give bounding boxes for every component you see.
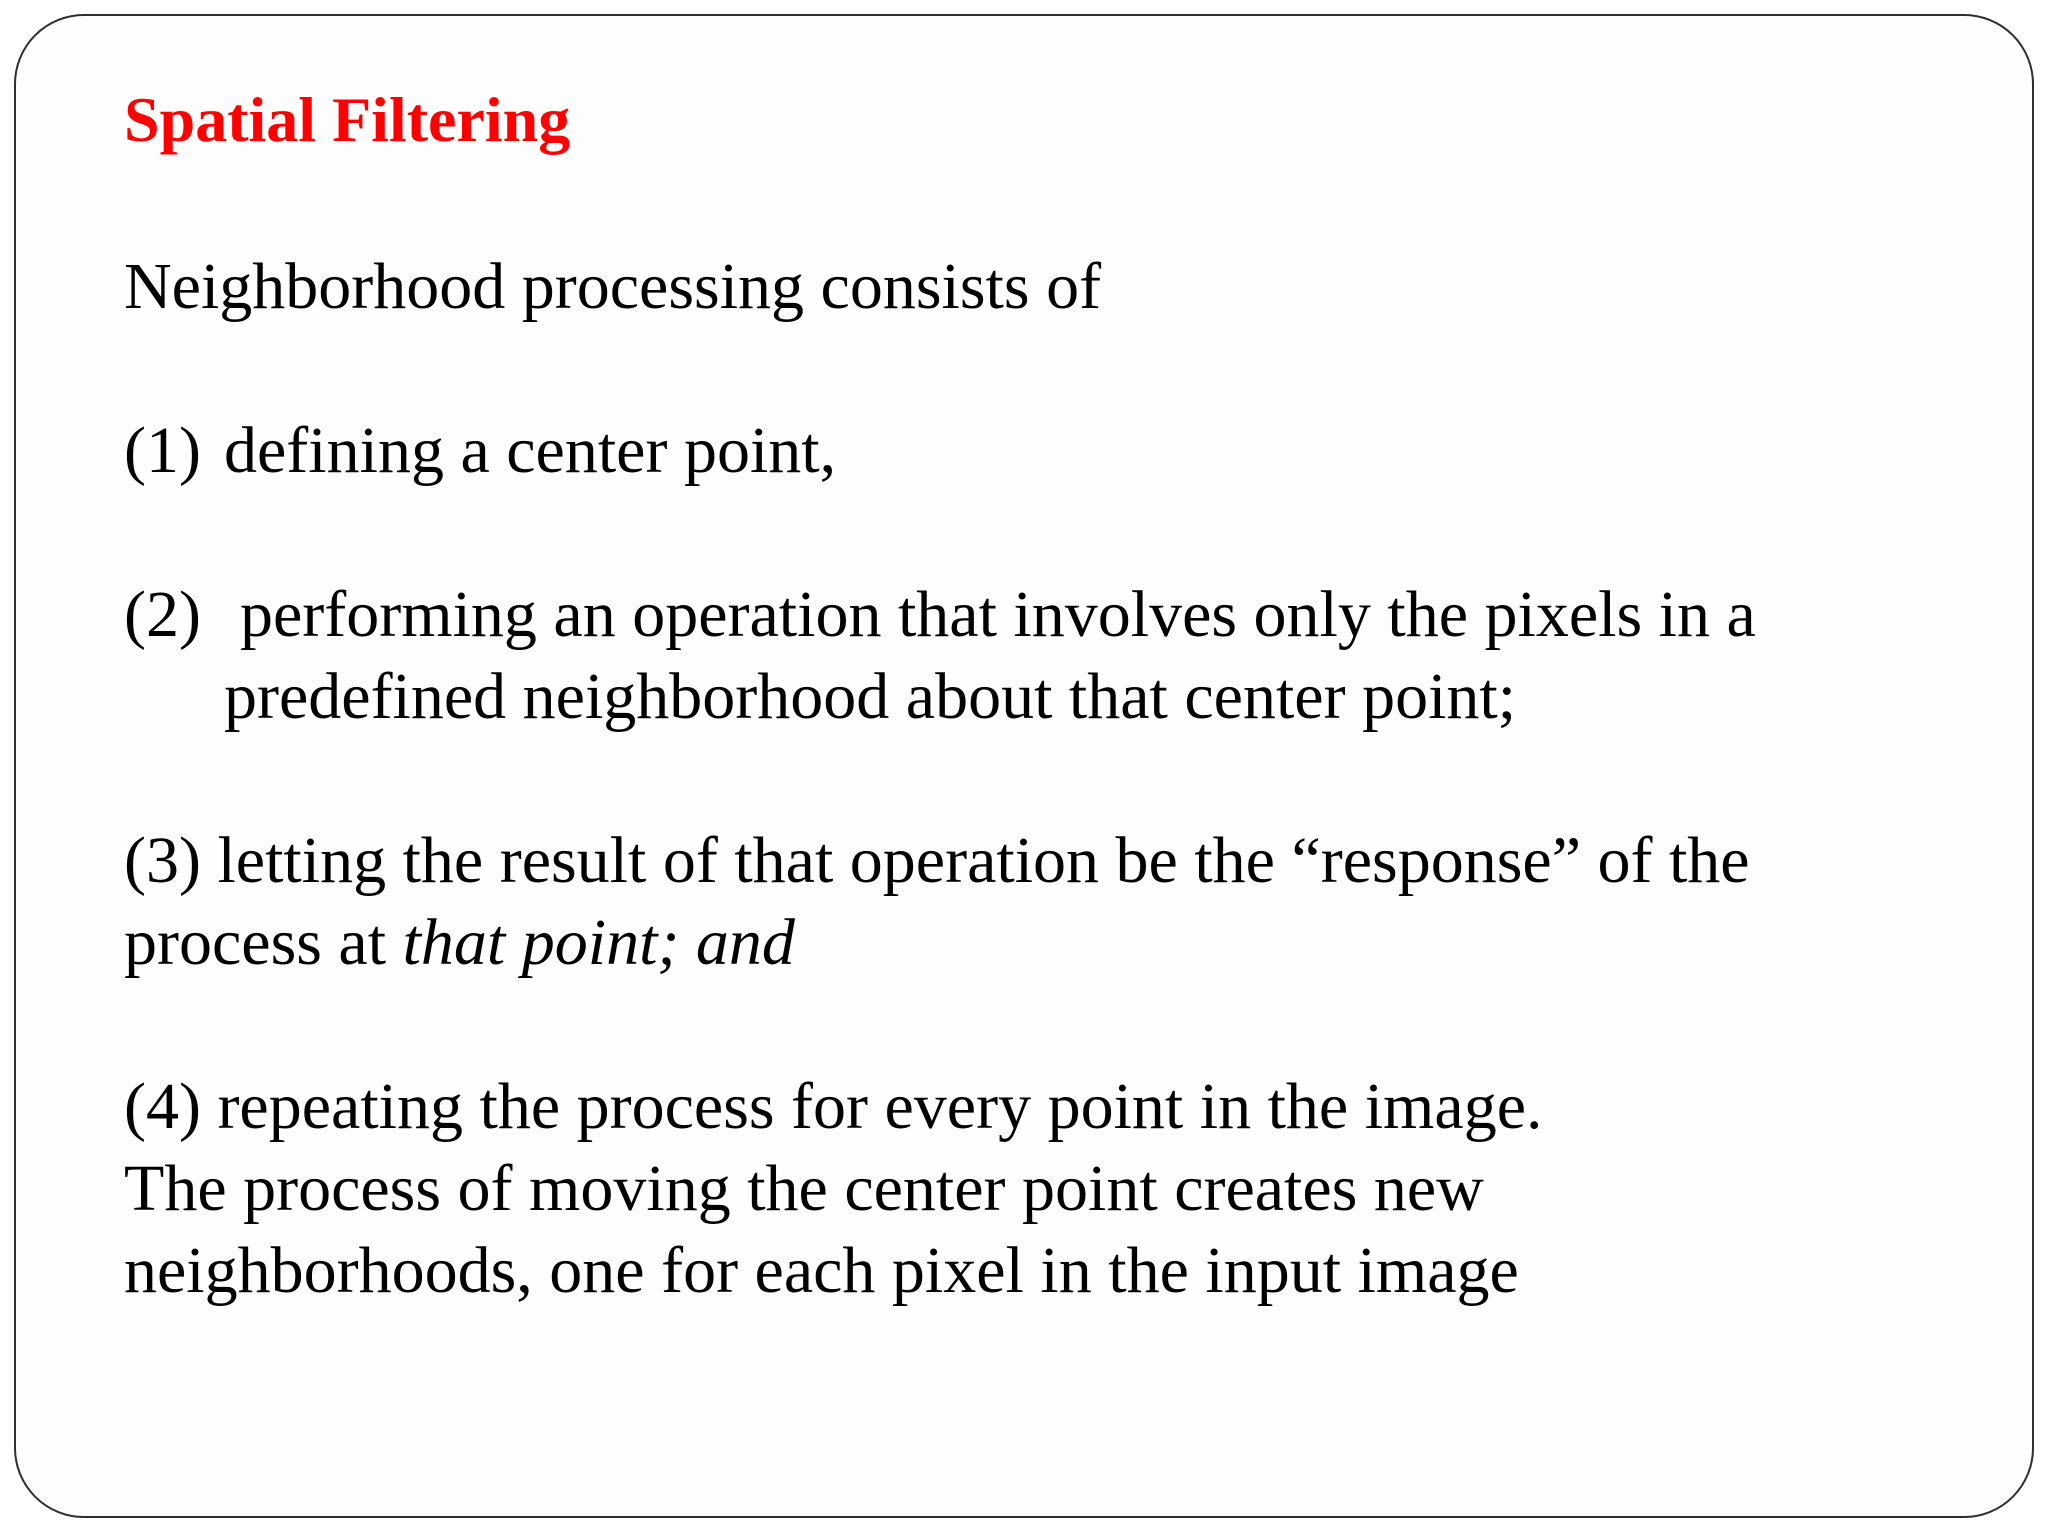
list-item-2-text-line2: predefined neighborhood about that center point;: [224, 660, 1517, 733]
list-item-2-text-line1: performing an operation that involves only the pixels in a: [240, 578, 1756, 651]
list-item-4: (4) repeating the process for every point in the image.: [124, 1070, 1543, 1143]
list-item-3-italic-text: that point; and: [402, 906, 795, 979]
list-item-1-number: (1): [124, 414, 201, 487]
list-item-1-text: defining a center point,: [224, 414, 837, 487]
list-item-1: [124, 414, 837, 487]
intro-text: Neighborhood processing consists of: [124, 250, 1102, 323]
list-item-3-line2: [124, 906, 795, 979]
list-item-2-number: (2): [124, 578, 201, 651]
list-item-3-plain-text: process at: [124, 906, 403, 979]
list-item-2: [124, 578, 1756, 651]
conclusion-line1: The process of moving the center point creates new: [124, 1152, 1484, 1225]
conclusion-line2: neighborhoods, one for each pixel in the input image: [124, 1234, 1519, 1307]
slide-title: Spatial Filtering: [124, 84, 571, 155]
list-item-3-line1: (3) letting the result of that operation be the “response” of the: [124, 824, 1750, 897]
